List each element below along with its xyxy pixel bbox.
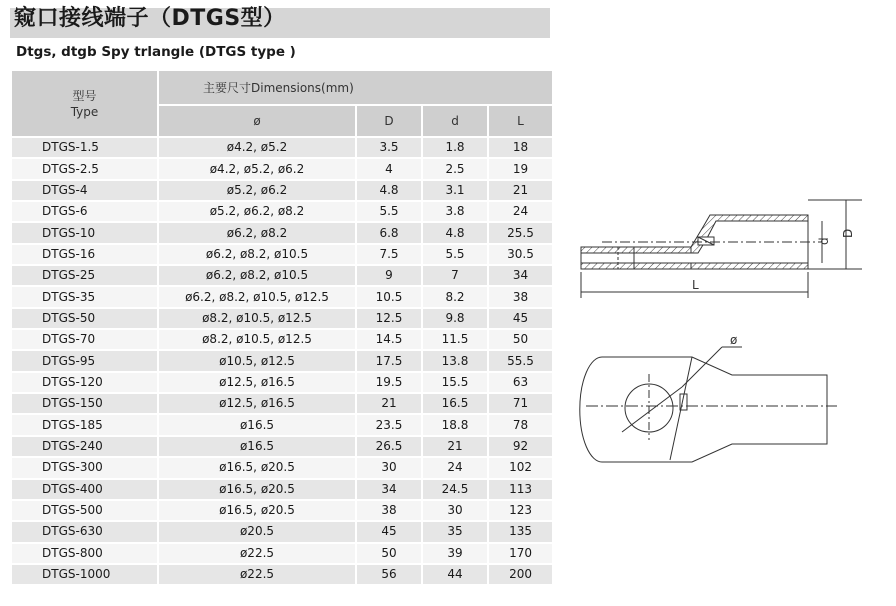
- D-cell: 7.5: [356, 244, 422, 265]
- d-cell: 8.2: [422, 286, 488, 307]
- phi-cell: ø6.2, ø8.2, ø10.5: [158, 244, 356, 265]
- column-header-d: d: [422, 105, 488, 137]
- D-cell: 56: [356, 564, 422, 585]
- label-D: D: [841, 228, 855, 238]
- page-title: 窥口接线端子（DTGS型）: [14, 6, 286, 31]
- L-cell: 123: [488, 500, 553, 521]
- terminal-drawing: [572, 182, 855, 472]
- table-row: [12, 479, 553, 500]
- type-cell: DTGS-120: [12, 372, 158, 393]
- type-cell: DTGS-400: [12, 479, 158, 500]
- d-cell: 18.8: [422, 414, 488, 435]
- D-cell: 38: [356, 500, 422, 521]
- type-cell: DTGS-800: [12, 543, 158, 564]
- spec-table-body: [12, 137, 553, 585]
- D-cell: 4.8: [356, 180, 422, 201]
- L-cell: 38: [488, 286, 553, 307]
- L-cell: 170: [488, 543, 553, 564]
- type-cell: DTGS-630: [12, 521, 158, 542]
- L-cell: 45: [488, 308, 553, 329]
- table-row: [12, 244, 553, 265]
- d-cell: 13.8: [422, 350, 488, 371]
- phi-cell: ø5.2, ø6.2, ø8.2: [158, 201, 356, 222]
- column-header-phi: ø: [158, 105, 356, 137]
- table-row: [12, 372, 553, 393]
- D-cell: 10.5: [356, 286, 422, 307]
- table-row: [12, 329, 553, 350]
- L-cell: 92: [488, 436, 553, 457]
- table-row: [12, 180, 553, 201]
- table-row: [12, 564, 553, 585]
- table-row: [12, 137, 553, 158]
- d-cell: 30: [422, 500, 488, 521]
- L-cell: 113: [488, 479, 553, 500]
- type-cell: DTGS-300: [12, 457, 158, 478]
- d-cell: 2.5: [422, 158, 488, 179]
- type-cell: DTGS-4: [12, 180, 158, 201]
- D-cell: 17.5: [356, 350, 422, 371]
- D-cell: 30: [356, 457, 422, 478]
- type-cell: DTGS-2.5: [12, 158, 158, 179]
- type-cell: DTGS-50: [12, 308, 158, 329]
- d-cell: 4.8: [422, 222, 488, 243]
- phi-cell: ø6.2, ø8.2: [158, 222, 356, 243]
- phi-cell: ø8.2, ø10.5, ø12.5: [158, 308, 356, 329]
- type-cell: DTGS-35: [12, 286, 158, 307]
- type-cell: DTGS-1.5: [12, 137, 158, 158]
- d-cell: 11.5: [422, 329, 488, 350]
- barrel-top-hatch: [691, 215, 808, 253]
- D-cell: 34: [356, 479, 422, 500]
- phi-cell: ø22.5: [158, 564, 356, 585]
- table-row: [12, 521, 553, 542]
- d-cell: 7: [422, 265, 488, 286]
- d-cell: 44: [422, 564, 488, 585]
- phi-cell: ø22.5: [158, 543, 356, 564]
- table-row: [12, 436, 553, 457]
- type-cell: DTGS-70: [12, 329, 158, 350]
- L-cell: 71: [488, 393, 553, 414]
- phi-cell: ø10.5, ø12.5: [158, 350, 356, 371]
- D-cell: 6.8: [356, 222, 422, 243]
- table-row: [12, 393, 553, 414]
- d-cell: 35: [422, 521, 488, 542]
- table-row: [12, 158, 553, 179]
- L-cell: 50: [488, 329, 553, 350]
- phi-cell: ø16.5: [158, 414, 356, 435]
- table-row: [12, 457, 553, 478]
- L-cell: 55.5: [488, 350, 553, 371]
- flat-bottom-hatch: [581, 263, 691, 269]
- phi-cell: ø16.5, ø20.5: [158, 479, 356, 500]
- d-cell: 3.1: [422, 180, 488, 201]
- side-view: [581, 200, 862, 298]
- d-cell: 24: [422, 457, 488, 478]
- L-cell: 78: [488, 414, 553, 435]
- phi-cell: ø12.5, ø16.5: [158, 393, 356, 414]
- D-cell: 5.5: [356, 201, 422, 222]
- barrel-bottom-hatch: [691, 263, 808, 269]
- type-cell: DTGS-6: [12, 201, 158, 222]
- D-cell: 45: [356, 521, 422, 542]
- table-row: [12, 222, 553, 243]
- D-cell: 12.5: [356, 308, 422, 329]
- d-cell: 24.5: [422, 479, 488, 500]
- L-cell: 34: [488, 265, 553, 286]
- type-cell: DTGS-10: [12, 222, 158, 243]
- column-header-L: L: [488, 105, 553, 137]
- d-cell: 1.8: [422, 137, 488, 158]
- phi-cell: ø16.5, ø20.5: [158, 500, 356, 521]
- type-cell: DTGS-500: [12, 500, 158, 521]
- L-cell: 200: [488, 564, 553, 585]
- type-cell: DTGS-150: [12, 393, 158, 414]
- type-cell: DTGS-95: [12, 350, 158, 371]
- L-cell: 25.5: [488, 222, 553, 243]
- table-row: [12, 201, 553, 222]
- type-header: [12, 71, 158, 137]
- D-cell: 3.5: [356, 137, 422, 158]
- type-cell: DTGS-1000: [12, 564, 158, 585]
- d-cell: 39: [422, 543, 488, 564]
- phi-cell: ø6.2, ø8.2, ø10.5: [158, 265, 356, 286]
- D-cell: 4: [356, 158, 422, 179]
- phi-cell: ø16.5: [158, 436, 356, 457]
- type-header-cn: 型号: [72, 88, 97, 103]
- flat-top-hatch: [581, 247, 691, 253]
- phi-cell: ø12.5, ø16.5: [158, 372, 356, 393]
- d-cell: 15.5: [422, 372, 488, 393]
- phi-cell: ø4.2, ø5.2, ø6.2: [158, 158, 356, 179]
- L-cell: 21: [488, 180, 553, 201]
- table-row: [12, 308, 553, 329]
- type-header-en: Type: [70, 104, 99, 119]
- d-cell: 3.8: [422, 201, 488, 222]
- label-phi: ø: [730, 333, 738, 347]
- lug-outline: [580, 357, 827, 462]
- phi-cell: ø16.5, ø20.5: [158, 457, 356, 478]
- label-d: d: [817, 237, 831, 245]
- top-view: [580, 347, 837, 462]
- L-cell: 102: [488, 457, 553, 478]
- phi-cell: ø5.2, ø6.2: [158, 180, 356, 201]
- L-cell: 24: [488, 201, 553, 222]
- d-cell: 16.5: [422, 393, 488, 414]
- D-cell: 9: [356, 265, 422, 286]
- table-row: [12, 500, 553, 521]
- D-cell: 19.5: [356, 372, 422, 393]
- D-cell: 26.5: [356, 436, 422, 457]
- label-L: L: [692, 278, 699, 292]
- d-cell: 9.8: [422, 308, 488, 329]
- type-cell: DTGS-185: [12, 414, 158, 435]
- L-cell: 18: [488, 137, 553, 158]
- D-cell: 23.5: [356, 414, 422, 435]
- L-cell: 19: [488, 158, 553, 179]
- phi-cell: ø4.2, ø5.2: [158, 137, 356, 158]
- table-row: [12, 265, 553, 286]
- table-row: [12, 350, 553, 371]
- dimensions-header: 主要尺寸Dimensions(mm): [158, 71, 553, 105]
- table-row: [12, 543, 553, 564]
- type-cell: DTGS-16: [12, 244, 158, 265]
- phi-cell: ø20.5: [158, 521, 356, 542]
- phi-cell: ø8.2, ø10.5, ø12.5: [158, 329, 356, 350]
- L-cell: 30.5: [488, 244, 553, 265]
- table-row: [12, 414, 553, 435]
- type-cell: DTGS-240: [12, 436, 158, 457]
- page-subtitle: Dtgs, dtgb Spy trlangle (DTGS type ): [16, 44, 296, 60]
- D-cell: 50: [356, 543, 422, 564]
- table-row: [12, 286, 553, 307]
- L-cell: 135: [488, 521, 553, 542]
- D-cell: 14.5: [356, 329, 422, 350]
- d-cell: 5.5: [422, 244, 488, 265]
- spec-table: [12, 71, 554, 586]
- phi-cell: ø6.2, ø8.2, ø10.5, ø12.5: [158, 286, 356, 307]
- D-cell: 21: [356, 393, 422, 414]
- L-cell: 63: [488, 372, 553, 393]
- column-header-D: D: [356, 105, 422, 137]
- type-cell: DTGS-25: [12, 265, 158, 286]
- d-cell: 21: [422, 436, 488, 457]
